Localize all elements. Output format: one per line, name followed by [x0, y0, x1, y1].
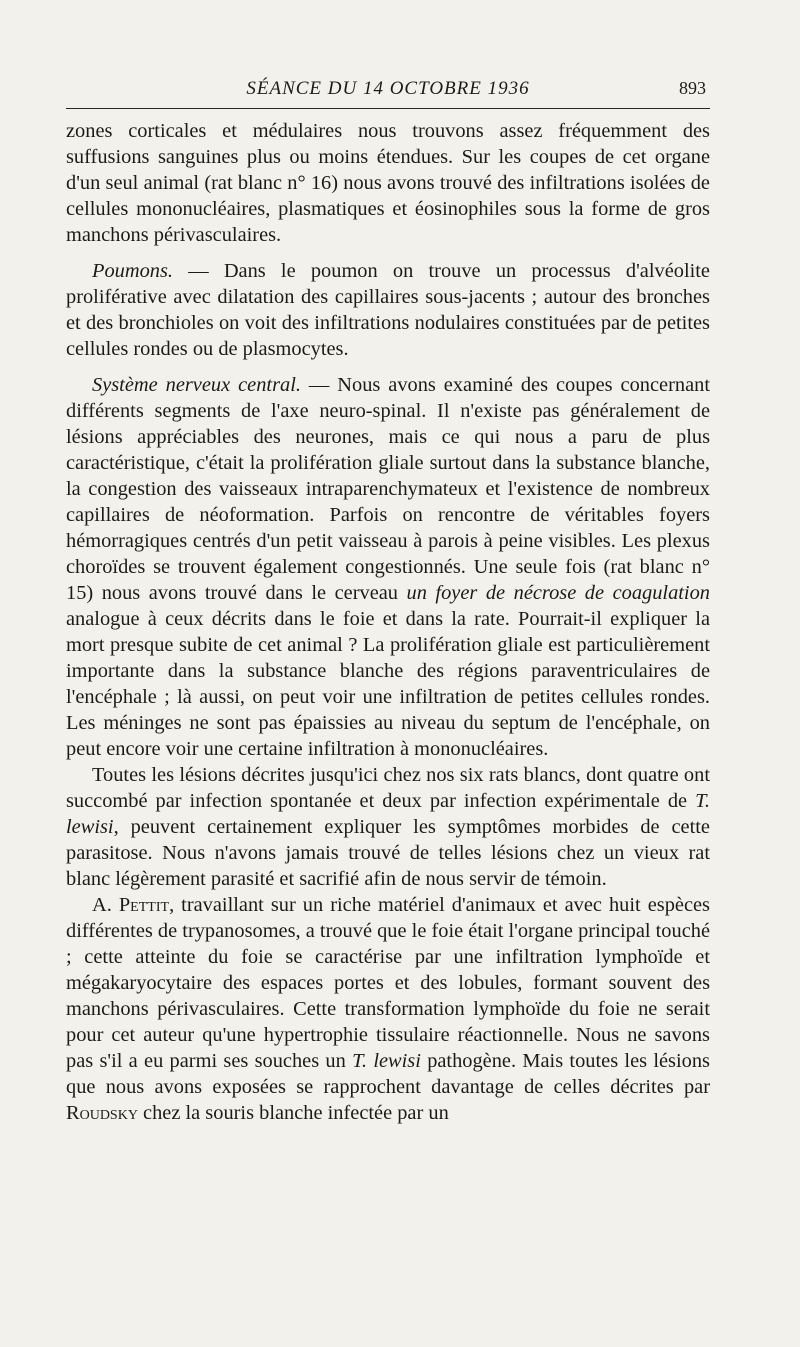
paragraph-pettit — [66, 892, 710, 1126]
paragraph-continued — [66, 118, 710, 248]
paragraph-systeme-nerveux — [66, 372, 710, 762]
paragraph-text: Toutes les lésions décrites jusqu'ici chez nos six rats blancs, dont quatre ont succombé par infection spontanée et deux par infection expérimentale de — [66, 764, 710, 812]
paragraph-text: analogue à ceux décrits dans le foie et dans la rate. Pourrait-il expliquer la mort presque subite de cet animal ? La prolifération gliale est particulièrement importante dans la substance blanche des régions paraventriculaires de l'encéphale ; là aussi, on peut voir une infiltration de petites cellules rondes. Les méninges ne sont pas épaissies au niveau du septum de l'encéphale, on peut encore voir une certaine infiltration à mononucléaires. — [66, 608, 710, 760]
section-heading-poumons: Poumons. — [92, 260, 173, 282]
paragraph-poumons — [66, 258, 710, 362]
author-initial: A. — [92, 894, 119, 916]
running-header — [66, 74, 710, 104]
author-name-roudsky: Roudsky — [66, 1102, 138, 1124]
emphasized-phrase: un foyer de nécrose de coagulation — [406, 582, 710, 604]
author-name-pettit: Pettit — [118, 894, 170, 916]
running-title: SÉANCE DU 14 OCTOBRE 1936 — [246, 78, 530, 99]
header-rule — [66, 108, 710, 109]
species-name: T. lewisi — [66, 790, 710, 838]
species-name: T. lewisi — [352, 1050, 421, 1072]
paragraph-text: — Nous avons examiné des coupes concernant différents segments de l'axe neuro-spinal. Il n'existe pas généralement de lésions appréciables des neurones, mais ce qui nous a paru de plus caractéristique, c'était la prolifération gliale surtout dans la substance blanche, la congestion des vaisseaux intraparenchymateux et l'existence de nombreux capillaires de néoformation. Parfois on rencontre de véritables foyers hémorragiques centrés d'un petit vaisseau à parois à peine visibles. Les plexus choroïdes se trouvent également congestionnés. Une seule fois (rat blanc n° 15) nous avons trouvé dans le cerveau — [66, 374, 710, 604]
paragraph-text: chez la souris blanche infectée par un — [137, 1102, 449, 1124]
paragraph-text: — Dans le poumon on trouve un processus d'alvéolite proliférative avec dilatation des capillaires sous-jacents ; autour des bronches et des bronchioles on voit des infiltrations nodulaires constituées par de petites cellules rondes ou de plasmocytes. — [66, 260, 710, 360]
page-number: 893 — [679, 78, 706, 98]
paragraph-text: pathogène. Mais toutes les lésions que nous avons exposées se rapprochent davantage de celles décrites par — [66, 1050, 710, 1098]
paragraph-text: zones corticales et médulaires nous trouvons assez fréquemment des suffusions sanguines plus ou moins étendues. Sur les coupes de cet organe d'un seul animal (rat blanc n° 16) nous avons trouvé des infiltrations isolées de cellules mononucléaires, plasmatiques et éosinophiles sous la forme de gros manchons périvasculaires. — [66, 120, 710, 246]
paragraph-text: , travaillant sur un riche matériel d'animaux et avec huit espèces différentes de trypanosomes, a trouvé que le foie était l'organe principal touché ; cette atteinte du foie se caractérise par une infiltration lymphoïde et mégakaryocytaire des espaces portes et des lobules, formant souvent des manchons périvasculaires. Cette transformation lymphoïde du foie ne serait pour cet auteur qu'une hypertrophie tissulaire réactionnelle. Nous ne savons pas s'il a eu parmi ses souches un — [66, 894, 710, 1072]
body-text — [66, 118, 710, 1126]
paragraph-text: , peuvent certainement expliquer les symptômes morbides de cette parasitose. Nous n'avons jamais trouvé de telles lésions chez un vieux rat blanc légèrement parasité et sacrifié afin de nous servir de témoin. — [66, 816, 710, 890]
paragraph-lesions — [66, 762, 710, 892]
section-heading-systeme-nerveux: Système nerveux central. — [92, 374, 301, 396]
